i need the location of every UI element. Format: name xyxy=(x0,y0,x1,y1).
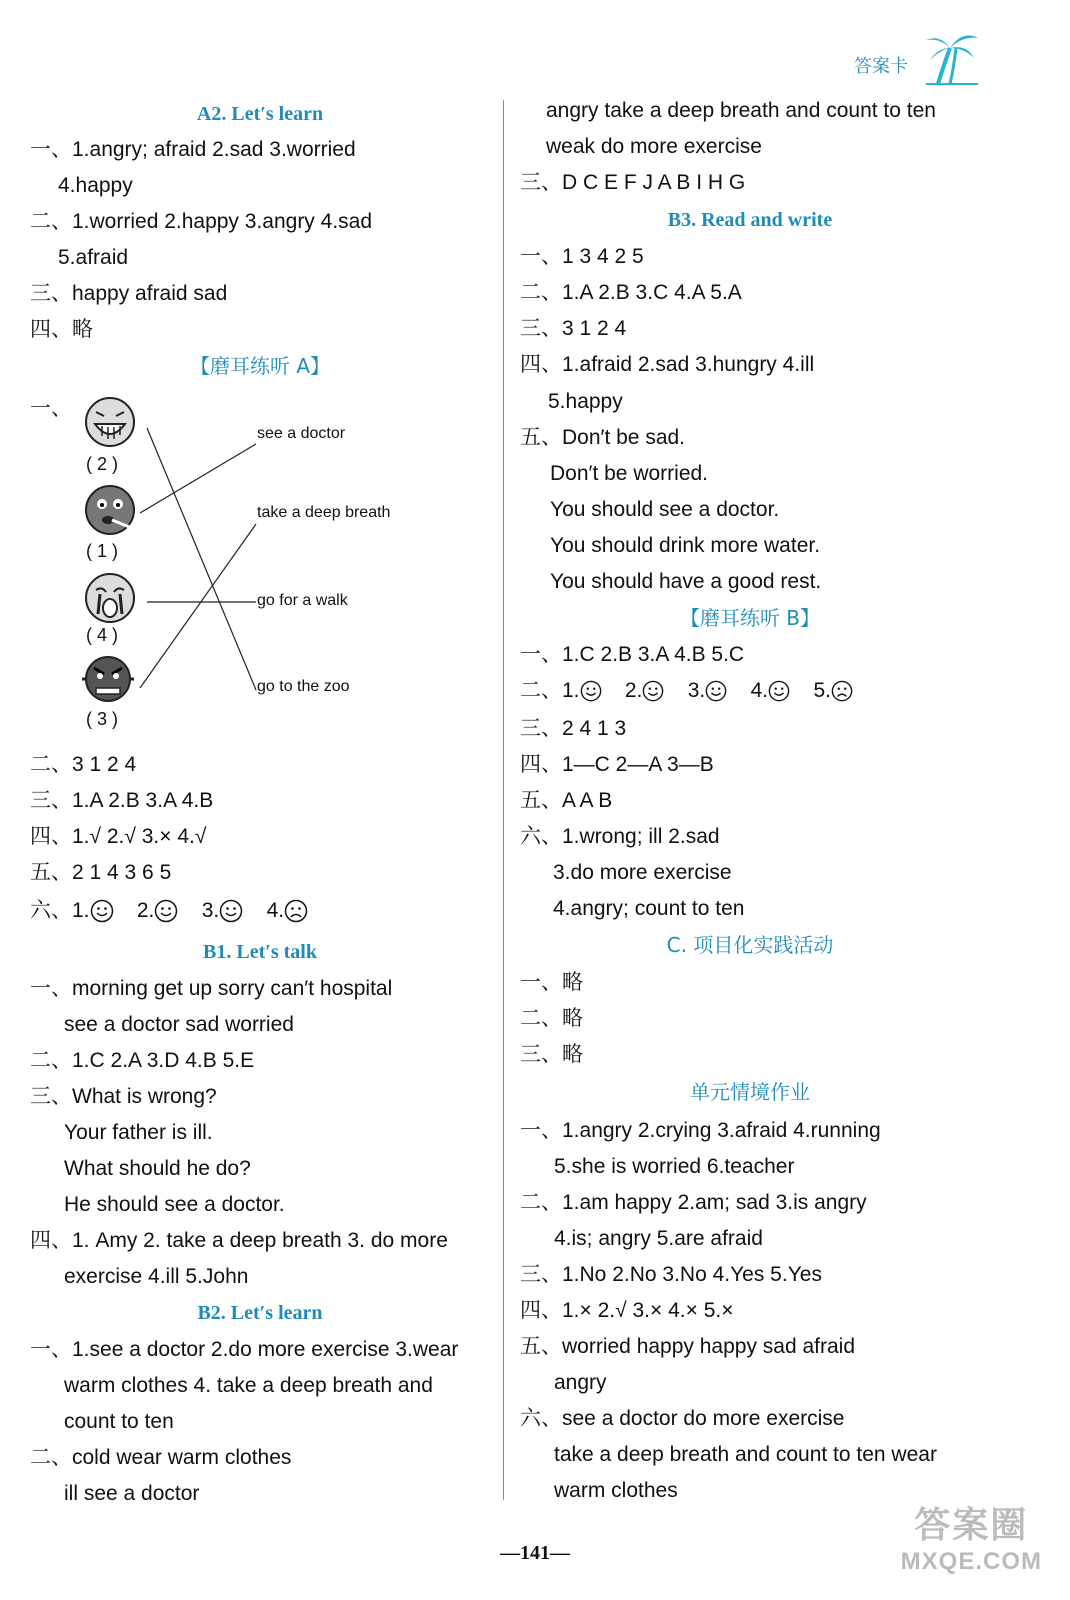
answer-line: 一、1.angry; afraid 2.sad 3.worried xyxy=(30,138,356,161)
answer-line xyxy=(30,898,308,924)
answer-label: 3. xyxy=(687,679,706,702)
smiley-face-icon xyxy=(154,899,178,923)
answer-line: count to ten xyxy=(64,1410,174,1433)
answer-line: 四、1.√ 2.√ 3.× 4.√ xyxy=(30,825,207,848)
answer-line: 5.happy xyxy=(548,390,623,413)
answer-line: 一、1.see a doctor 2.do more exercise 3.wear xyxy=(30,1338,459,1361)
answer-label: 4. xyxy=(750,679,769,702)
watermark-logo-text: 答案圈 xyxy=(914,1504,1029,1545)
sad-face-icon xyxy=(831,680,853,702)
match-phrase: go for a walk xyxy=(257,592,348,609)
answer-line: 六、1.wrong; ill 2.sad xyxy=(520,825,720,848)
answer-line: 四、1—C 2—A 3—B xyxy=(520,753,714,776)
answer-label: 5. xyxy=(813,679,831,702)
watermark-url: MXQE.COM xyxy=(900,1548,1042,1575)
page-number: —141— xyxy=(500,1542,570,1564)
answer-line: angry xyxy=(554,1371,607,1394)
sad-face-icon xyxy=(284,899,308,923)
smiley-face-icon xyxy=(580,680,602,702)
answer-line: 五、A A B xyxy=(520,789,613,812)
answer-line: 4.angry; count to ten xyxy=(553,897,745,920)
smiley-face-icon xyxy=(90,899,114,923)
answer-line: weak do more exercise xyxy=(546,135,762,158)
answer-line xyxy=(520,678,853,704)
answer-line: 五、2 1 4 3 6 5 xyxy=(30,861,172,884)
answer-line: warm clothes 4. take a deep breath and xyxy=(64,1374,433,1397)
answer-line: 4.happy xyxy=(58,174,133,197)
answer-line: 二、cold wear warm clothes xyxy=(30,1446,292,1469)
answer-line: 三、What is wrong? xyxy=(30,1085,217,1108)
section-title-listen-a: 【磨耳练听 A】 xyxy=(189,354,331,378)
match-number: ( 2 ) xyxy=(86,454,119,474)
answer-line: 4.is; angry 5.are afraid xyxy=(554,1227,763,1250)
answer-line: 一、1.angry 2.crying 3.afraid 4.running xyxy=(520,1119,881,1142)
answer-line: take a deep breath and count to ten wear xyxy=(554,1443,937,1466)
match-phrase: see a doctor xyxy=(257,425,346,442)
answer-line: 二、3 1 2 4 xyxy=(30,753,137,776)
answer-line: 五、worried happy happy sad afraid xyxy=(520,1335,856,1358)
answer-line: ill see a doctor xyxy=(64,1482,200,1505)
section-title-b1: B1. Let′s talk xyxy=(203,941,317,963)
answer-line: 3.do more exercise xyxy=(553,861,732,884)
answer-line: 四、1.× 2.√ 3.× 4.× 5.× xyxy=(520,1299,734,1322)
answer-line: 一、1 3 4 2 5 xyxy=(520,245,644,268)
answer-line: 五、Don′t be sad. xyxy=(520,426,686,449)
section-title-unit: 单元情境作业 xyxy=(690,1080,810,1104)
section-title-a2: A2. Let′s learn xyxy=(196,103,324,125)
watermark xyxy=(901,1497,1042,1576)
answer-line: 三、1.No 2.No 3.No 4.Yes 5.Yes xyxy=(520,1263,822,1286)
answer-label: 2. xyxy=(624,679,643,702)
answer-line: 一、morning get up sorry can′t hospital xyxy=(30,977,393,1000)
match-number: ( 4 ) xyxy=(86,625,119,645)
answer-line: 三、2 4 1 3 xyxy=(520,717,627,740)
answer-line: 三、略 xyxy=(520,1043,583,1066)
answer-line: What should he do? xyxy=(64,1157,251,1180)
answer-line: 六、see a doctor do more exercise xyxy=(520,1407,845,1430)
answer-line: 二、1.worried 2.happy 3.angry 4.sad xyxy=(30,210,373,233)
answer-line: 5.she is worried 6.teacher xyxy=(554,1155,795,1178)
answer-line: 一、1.C 2.B 3.A 4.B 5.C xyxy=(520,643,745,666)
answer-line: Your father is ill. xyxy=(64,1121,213,1144)
answer-line: 二、1.A 2.B 3.C 4.A 5.A xyxy=(520,281,742,304)
answer-label: 2. xyxy=(136,899,155,922)
answer-line: 5.afraid xyxy=(58,246,129,269)
section-title-listen-b: 【磨耳练听 B】 xyxy=(679,606,821,630)
answer-line: You should see a doctor. xyxy=(550,498,780,521)
answer-line: 四、1. Amy 2. take a deep breath 3. do more xyxy=(30,1229,448,1252)
match-number: ( 1 ) xyxy=(86,541,119,561)
answer-line: You should drink more water. xyxy=(550,534,821,557)
answer-line: He should see a doctor. xyxy=(64,1193,285,1216)
answer-line: warm clothes xyxy=(554,1479,678,1502)
answer-line: 一、 xyxy=(30,397,72,420)
header-tag: 答案卡 xyxy=(854,56,908,76)
match-phrase: go to the zoo xyxy=(257,678,350,695)
answer-line: 四、略 xyxy=(30,318,93,341)
answer-line: 三、happy afraid sad xyxy=(30,282,228,305)
answer-line: 三、3 1 2 4 xyxy=(520,317,627,340)
section-title-b2: B2. Let′s learn xyxy=(197,1302,323,1324)
answer-line: 三、1.A 2.B 3.A 4.B xyxy=(30,789,214,812)
answer-label: 六、1. xyxy=(30,899,90,922)
section-title-b3: B3. Read and write xyxy=(667,209,833,231)
smiley-face-icon xyxy=(219,899,243,923)
match-number: ( 3 ) xyxy=(86,709,119,729)
answer-line: exercise 4.ill 5.John xyxy=(64,1265,249,1288)
answer-label: 4. xyxy=(266,899,285,922)
match-phrase: take a deep breath xyxy=(257,504,391,521)
answer-line: 三、D C E F J A B I H G xyxy=(520,171,746,194)
answer-line: see a doctor sad worried xyxy=(64,1013,294,1036)
smiley-face-icon xyxy=(768,680,790,702)
smiley-face-icon xyxy=(705,680,727,702)
answer-line: Don′t be worried. xyxy=(550,462,709,485)
answer-line: 二、略 xyxy=(520,1007,583,1030)
answer-label: 二、1. xyxy=(520,679,580,702)
answer-line: 一、略 xyxy=(520,971,583,994)
answer-line: You should have a good rest. xyxy=(550,570,822,593)
section-title-c: C. 项目化实践活动 xyxy=(666,933,834,957)
answer-line: 四、1.afraid 2.sad 3.hungry 4.ill xyxy=(520,353,815,376)
answer-line: 二、1.am happy 2.am; sad 3.is angry xyxy=(520,1191,867,1214)
answer-line: 二、1.C 2.A 3.D 4.B 5.E xyxy=(30,1049,255,1072)
answer-line: angry take a deep breath and count to ten xyxy=(546,99,936,122)
answer-label: 3. xyxy=(201,899,220,922)
smiley-face-icon xyxy=(642,680,664,702)
